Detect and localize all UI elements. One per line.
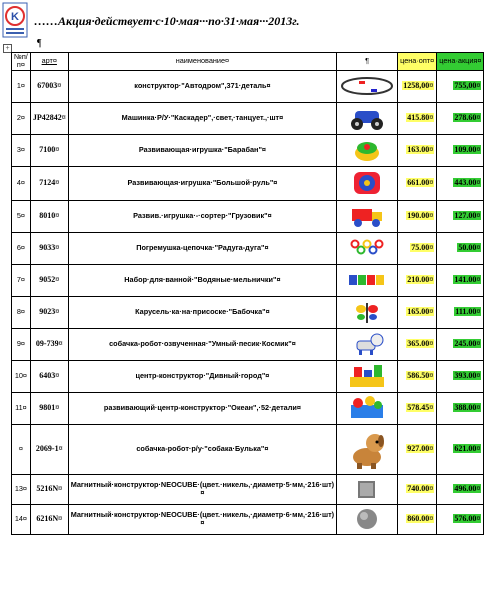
- row-sale-cell: [437, 200, 484, 232]
- row-art: 7100¤: [30, 134, 68, 166]
- header-opt-price: цена·опт¤: [398, 53, 437, 71]
- row-opt-cell: [398, 264, 437, 296]
- row-opt-cell: [398, 296, 437, 328]
- row-num: 2¤: [12, 102, 31, 134]
- row-opt-cell: [398, 504, 437, 534]
- logo-letter: K: [11, 11, 19, 23]
- row-opt-cell: [398, 200, 437, 232]
- row-opt-cell: [398, 474, 437, 504]
- row-num: 14¤: [12, 504, 31, 534]
- row-sale-price: 111.00¤: [455, 307, 481, 317]
- row-sale-cell: [437, 102, 484, 134]
- row-opt-price: 163.00¤: [407, 145, 434, 155]
- row-num: 9¤: [12, 328, 31, 360]
- row-opt-price: 860.00¤: [407, 514, 434, 524]
- rattle-chain-icon: [339, 236, 395, 260]
- table-row: [12, 296, 484, 328]
- row-sale-cell: [437, 70, 484, 102]
- row-picture: [337, 360, 398, 392]
- table-row: [12, 360, 484, 392]
- row-sale-price: 393.00¤: [454, 371, 481, 381]
- row-sale-price: 127.00¤: [454, 211, 481, 221]
- row-name: развивающий·центр-конструктор·"Океан",·52·детали¤: [68, 392, 336, 424]
- row-opt-price: 661.00¤: [407, 178, 434, 188]
- neocube-6mm-icon: [339, 507, 395, 531]
- row-picture: [337, 166, 398, 200]
- row-opt-cell: [398, 70, 437, 102]
- row-art: 9052¤: [30, 264, 68, 296]
- price-table: [11, 52, 484, 535]
- row-opt-cell: [398, 392, 437, 424]
- robot-dog-icon: [339, 331, 395, 357]
- table-row: [12, 474, 484, 504]
- row-name: собачка-робот·р/у·"собака·Булька"¤: [68, 424, 336, 474]
- row-opt-price: 165.00¤: [407, 307, 434, 317]
- row-sale-cell: [437, 264, 484, 296]
- row-opt-price: 75.00¤: [411, 243, 434, 253]
- row-sale-cell: [437, 504, 484, 534]
- table-row: [12, 200, 484, 232]
- row-sale-price: 388.00¤: [454, 403, 481, 413]
- row-num: 8¤: [12, 296, 31, 328]
- row-picture: [337, 392, 398, 424]
- table-move-handle[interactable]: +: [3, 44, 12, 53]
- row-num: 5¤: [12, 200, 31, 232]
- row-opt-cell: [398, 424, 437, 474]
- row-name: Машинка·Р/У·"Каскадер",·свет,·танцует.,·шт¤: [68, 102, 336, 134]
- row-num: 3¤: [12, 134, 31, 166]
- table-row: [12, 424, 484, 474]
- row-art: JP42842¤: [30, 102, 68, 134]
- row-picture: [337, 134, 398, 166]
- row-art: 67003¤: [30, 70, 68, 102]
- row-name: собачка-робот·озвученная·"Умный·песик·Космик"¤: [68, 328, 336, 360]
- truck-sorter-icon: [339, 204, 395, 228]
- row-picture: [337, 200, 398, 232]
- table-row: [12, 392, 484, 424]
- row-sale-cell: [437, 474, 484, 504]
- row-name: Развив.·игрушка·-·сортер·"Грузовик"¤: [68, 200, 336, 232]
- row-sale-cell: [437, 166, 484, 200]
- row-art: 9801¤: [30, 392, 68, 424]
- page-title: ……Акция·действует·с·10·мая···по·31·мая···2013г.: [34, 14, 300, 28]
- row-opt-price: 1258,00¤: [403, 81, 434, 91]
- row-name: конструктор·"Автодром",371·деталь¤: [68, 70, 336, 102]
- neocube-5mm-icon: [339, 478, 395, 500]
- row-picture: [337, 296, 398, 328]
- row-num: 7¤: [12, 264, 31, 296]
- row-num: ¤: [12, 424, 31, 474]
- row-name: Погремушка-цепочка·"Радуга-дуга"¤: [68, 232, 336, 264]
- header-art: арт¤: [30, 53, 68, 71]
- table-row: [12, 504, 484, 534]
- row-picture: [337, 232, 398, 264]
- row-sale-cell: [437, 232, 484, 264]
- row-num: 10¤: [12, 360, 31, 392]
- row-opt-cell: [398, 328, 437, 360]
- paragraph-mark: ¶: [37, 38, 42, 49]
- row-picture: [337, 264, 398, 296]
- row-opt-price: 415.80¤: [407, 113, 434, 123]
- table-row: [12, 328, 484, 360]
- stunt-car-icon: [339, 105, 395, 131]
- row-opt-price: 927.00¤: [407, 444, 434, 454]
- header-pic: ¶: [337, 53, 398, 71]
- row-name: Магнитный·конструктор·NEOCUBE·(цвет.·никель,·диаметр·5·мм,·216·шт)¤: [68, 474, 336, 504]
- row-sale-price: 245.00¤: [454, 339, 481, 349]
- row-art: 6216N¤: [30, 504, 68, 534]
- row-opt-cell: [398, 134, 437, 166]
- row-picture: [337, 102, 398, 134]
- row-sale-cell: [437, 134, 484, 166]
- row-art: 9033¤: [30, 232, 68, 264]
- row-name: Развивающая·игрушка·"Барабан"¤: [68, 134, 336, 166]
- row-opt-price: 210.00¤: [407, 275, 434, 285]
- row-num: 1¤: [12, 70, 31, 102]
- row-opt-cell: [398, 166, 437, 200]
- header-sale-price: цена·акция¤: [437, 53, 484, 71]
- row-name: центр-конструктор·"Дивный·город"¤: [68, 360, 336, 392]
- drum-toy-icon: [339, 137, 395, 163]
- butterfly-carousel-icon: [339, 299, 395, 325]
- row-opt-price: 190.00¤: [407, 211, 434, 221]
- building-set-icon: [339, 363, 395, 389]
- row-sale-cell: [437, 392, 484, 424]
- row-art: 7124¤: [30, 166, 68, 200]
- row-sale-price: 443.00¤: [454, 178, 481, 188]
- steering-wheel-toy-icon: [339, 169, 395, 197]
- row-sale-price: 50.00¤: [458, 243, 481, 253]
- row-art: 09-739¤: [30, 328, 68, 360]
- row-opt-cell: [398, 102, 437, 134]
- row-num: 11¤: [12, 392, 31, 424]
- header-num: №п/п¤: [12, 53, 31, 71]
- row-sale-price: 755,00¤: [454, 81, 481, 91]
- row-sale-price: 621.00¤: [454, 444, 481, 454]
- table-row: [12, 70, 484, 102]
- ocean-constructor-icon: [339, 395, 395, 421]
- row-name: Набор·для·ванной·"Водяные·мельнички"¤: [68, 264, 336, 296]
- row-art: 2069-1¤: [30, 424, 68, 474]
- table-row: [12, 166, 484, 200]
- row-sale-price: 109.00¤: [454, 145, 481, 155]
- row-sale-cell: [437, 424, 484, 474]
- row-art: 9023¤: [30, 296, 68, 328]
- row-art: 5216N¤: [30, 474, 68, 504]
- row-art: 6403¤: [30, 360, 68, 392]
- bath-set-icon: [339, 271, 395, 289]
- header-name: наименование¤: [68, 53, 336, 71]
- row-sale-price: 141.00¤: [454, 275, 481, 285]
- row-sale-cell: [437, 296, 484, 328]
- row-num: 6¤: [12, 232, 31, 264]
- row-name: Карусель·ка·на·присоске·"Бабочка"¤: [68, 296, 336, 328]
- table-row: [12, 264, 484, 296]
- row-opt-price: 365.00¤: [407, 339, 434, 349]
- row-opt-price: 578.45¤: [407, 403, 434, 413]
- row-sale-cell: [437, 360, 484, 392]
- row-picture: [337, 474, 398, 504]
- table-row: [12, 232, 484, 264]
- row-picture: [337, 504, 398, 534]
- row-picture: [337, 70, 398, 102]
- row-opt-price: 740.00¤: [407, 484, 434, 494]
- race-track-icon: [339, 75, 395, 97]
- row-sale-price: 496.00¤: [454, 484, 481, 494]
- row-picture: [337, 328, 398, 360]
- row-sale-price: 278.60¤: [454, 113, 481, 123]
- row-sale-price: 576.00¤: [454, 514, 481, 524]
- row-opt-cell: [398, 360, 437, 392]
- puppy-robot-icon: [339, 427, 395, 471]
- row-name: Развивающая·игрушка·"Большой·руль"¤: [68, 166, 336, 200]
- row-name: Магнитный·конструктор·NEOCUBE·(цвет.·никель,·диаметр·6·мм,·216·шт)¤: [68, 504, 336, 534]
- row-art: 8010¤: [30, 200, 68, 232]
- table-header-row: [12, 53, 484, 71]
- table-row: [12, 134, 484, 166]
- row-num: 13¤: [12, 474, 31, 504]
- table-row: [12, 102, 484, 134]
- company-logo: [2, 2, 28, 38]
- row-picture: [337, 424, 398, 474]
- row-opt-price: 586.50¤: [407, 371, 434, 381]
- row-num: 4¤: [12, 166, 31, 200]
- row-sale-cell: [437, 328, 484, 360]
- row-opt-cell: [398, 232, 437, 264]
